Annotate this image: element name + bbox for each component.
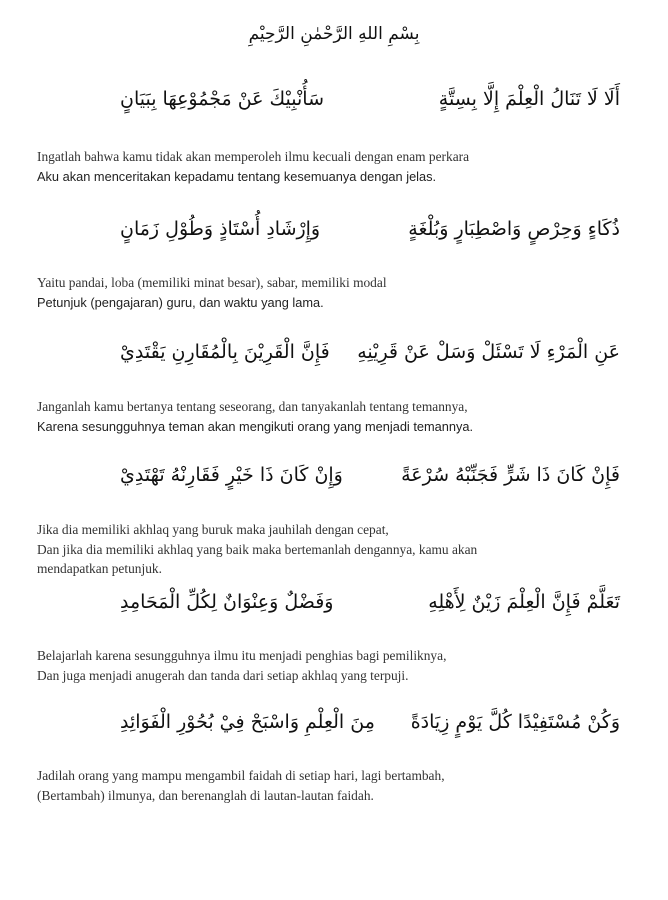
- hemistich-second: وَإِنْ كَانَ ذَا خَيْرٍ فَقَارِنْهُ تَهْتَدِيْ: [120, 464, 343, 486]
- translation-line: Karena sesungguhnya teman akan mengikuti orang yang menjadi temannya.: [37, 418, 474, 434]
- hemistich-second: وَفَضْلٌ وَعِنْوَانٌ لِكُلِّ الْمَحَامِدِ: [120, 591, 334, 613]
- arabic-couplet-5: [120, 591, 620, 613]
- translation-line: mendapatkan petunjuk.: [37, 561, 162, 576]
- translation-line: Petunjuk (pengajaran) guru, dan waktu yang lama.: [37, 294, 324, 310]
- arabic-couplet-6: [120, 711, 620, 733]
- translation-1: [37, 147, 657, 186]
- translation-line: Dan juga menjadi anugerah dan tanda dari setiap akhlaq yang terpuji.: [37, 667, 409, 683]
- hemistich-first: وَكُنْ مُسْتَفِيْدًا كُلَّ يَوْمٍ زِيَادَةً: [410, 711, 620, 733]
- translation-6: [37, 766, 657, 805]
- translation-line: Belajarlah karena sesungguhnya ilmu itu menjadi penghias bagi pemiliknya,: [37, 648, 447, 663]
- translation-line: Ingatlah bahwa kamu tidak akan memperoleh ilmu kecuali dengan enam perkara: [37, 149, 470, 164]
- hemistich-second: مِنَ الْعِلْمِ وَاسْبَحْ فِيْ بُحُوْرِ الْفَوَائِدِ: [120, 711, 375, 733]
- translation-4: [37, 520, 657, 579]
- translation-line: Jadilah orang yang mampu mengambil faidah di setiap hari, lagi bertambah,: [37, 768, 445, 783]
- hemistich-first: أَلَا لَا تَنَالُ الْعِلْمَ إِلَّا بِسِتَّةٍ: [438, 88, 620, 110]
- arabic-couplet-2: [120, 218, 620, 240]
- hemistich-second: سَأُنْبِيْكَ عَنْ مَجْمُوْعِهَا بِبَيَانٍ: [120, 88, 325, 110]
- hemistich-first: ذُكَاءٍ وَحِرْصٍ وَاصْطِبَارٍ وَبُلْغَةٍ: [408, 218, 620, 240]
- translation-2: [37, 273, 657, 312]
- translation-line: Jika dia memiliki akhlaq yang buruk maka jauhilah dengan cepat,: [37, 522, 389, 537]
- hemistich-first: عَنِ الْمَرْءِ لَا تَسْئَلْ وَسَلْ عَنْ قَرِيْنِهِ: [357, 341, 620, 363]
- translation-line: (Bertambah) ilmunya, dan berenanglah di lautan-lautan faidah.: [37, 787, 374, 803]
- hemistich-second: وَإِرْشَادِ أُسْتَاذٍ وَطُوْلِ زَمَانٍ: [120, 218, 321, 240]
- arabic-couplet-3: [120, 341, 620, 363]
- hemistich-second: فَإِنَّ الْقَرِيْنَ بِالْمُقَارِنِ يَقْتَدِيْ: [120, 341, 330, 363]
- translation-3: [37, 397, 657, 436]
- basmala-title: بِسْمِ اللهِ الرَّحْمٰنِ الرَّحِيْمِ: [248, 24, 420, 44]
- translation-line: Dan jika dia memiliki akhlaq yang baik maka bertemanlah dengannya, kamu akan: [37, 541, 478, 557]
- hemistich-first: تَعَلَّمْ فَإِنَّ الْعِلْمَ زَيْنٌ لِأَهْلِهِ: [428, 591, 620, 613]
- translation-line: Aku akan menceritakan kepadamu tentang kesemuanya dengan jelas.: [37, 168, 437, 184]
- hemistich-first: فَإِنْ كَانَ ذَا شَرٍّ فَجَنِّبْهُ سُرْعَةً: [401, 464, 620, 486]
- translation-line: Yaitu pandai, loba (memiliki minat besar), sabar, memiliki modal: [37, 275, 387, 290]
- translation-line: Janganlah kamu bertanya tentang seseorang, dan tanyakanlah tentang temannya,: [37, 399, 468, 414]
- arabic-couplet-1: [120, 88, 620, 110]
- translation-5: [37, 646, 657, 685]
- arabic-couplet-4: [120, 464, 620, 486]
